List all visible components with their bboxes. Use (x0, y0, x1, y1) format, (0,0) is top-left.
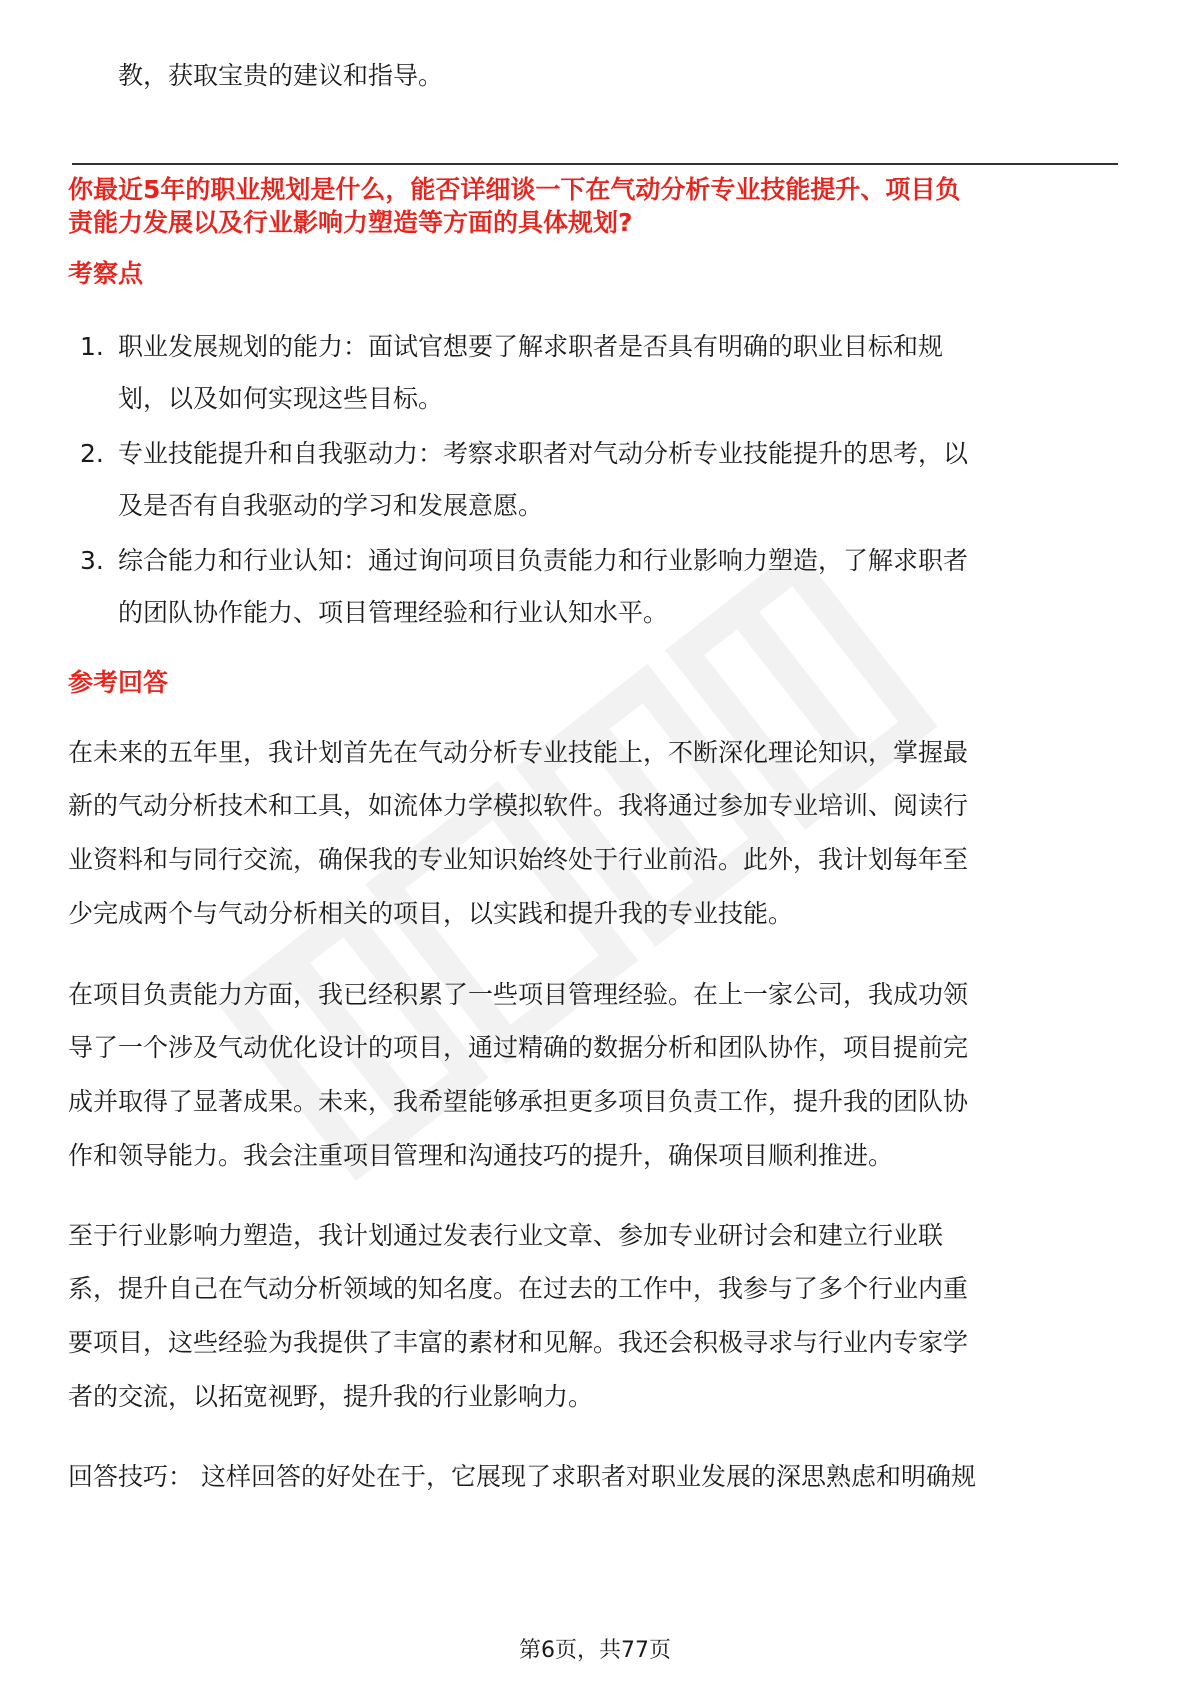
tip-line: 回答技巧： 这样回答的好处在于，它展现了求职者对职业发展的深思熟虑和明确规 (68, 1462, 976, 1491)
point-number: 1. (80, 332, 104, 361)
answer-line: 系，提升自己在气动分析领域的知名度。在过去的工作中，我参与了多个行业内重 (68, 1274, 969, 1303)
heading-cankao: 参考回答 (68, 668, 169, 697)
answer-line: 导了一个涉及气动优化设计的项目，通过精确的数据分析和团队协作，项目提前完 (68, 1033, 969, 1062)
point-line: 的团队协作能力、项目管理经验和行业认知水平。 (118, 598, 669, 627)
section-divider (72, 163, 1118, 165)
answer-line: 成并取得了显著成果。未来，我希望能够承担更多项目负责工作，提升我的团队协 (68, 1087, 969, 1116)
answer-line: 在项目负责能力方面，我已经积累了一些项目管理经验。在上一家公司，我成功领 (68, 980, 969, 1009)
watermark-icon (170, 480, 1070, 1180)
answer-line: 者的交流，以拓宽视野，提升我的行业影响力。 (68, 1382, 594, 1411)
continued-text: 教，获取宝贵的建议和指导。 (118, 61, 444, 90)
point-line: 及是否有自我驱动的学习和发展意愿。 (118, 491, 544, 520)
answer-line: 在未来的五年里，我计划首先在气动分析专业技能上，不断深化理论知识，掌握最 (68, 738, 969, 767)
answer-line: 要项目，这些经验为我提供了丰富的素材和见解。我还会积极寻求与行业内专家学 (68, 1328, 969, 1357)
answer-line: 新的气动分析技术和工具，如流体力学模拟软件。我将通过参加专业培训、阅读行 (68, 791, 969, 820)
point-line: 综合能力和行业认知：通过询问项目负责能力和行业影响力塑造，了解求职者 (118, 546, 969, 575)
point-number: 2. (80, 439, 104, 468)
answer-line: 至于行业影响力塑造，我计划通过发表行业文章、参加专业研讨会和建立行业联 (68, 1221, 944, 1250)
point-line: 专业技能提升和自我驱动力：考察求职者对气动分析专业技能提升的思考，以 (118, 439, 969, 468)
answer-line: 少完成两个与气动分析相关的项目，以实践和提升我的专业技能。 (68, 899, 794, 928)
question-line-1: 你最近5年的职业规划是什么，能否详细谈一下在气动分析专业技能提升、项目负 (68, 175, 961, 204)
question-line-2: 责能力发展以及行业影响力塑造等方面的具体规划? (68, 208, 633, 237)
point-number: 3. (80, 546, 104, 575)
heading-kaocha: 考察点 (68, 259, 144, 288)
page-footer: 第6页，共77页 (519, 1638, 671, 1663)
point-line: 职业发展规划的能力：面试官想要了解求职者是否具有明确的职业目标和规 (118, 332, 944, 361)
point-line: 划，以及如何实现这些目标。 (118, 384, 444, 413)
answer-line: 作和领导能力。我会注重项目管理和沟通技巧的提升，确保项目顺利推进。 (68, 1141, 894, 1170)
answer-line: 业资料和与同行交流，确保我的专业知识始终处于行业前沿。此外，我计划每年至 (68, 845, 969, 874)
